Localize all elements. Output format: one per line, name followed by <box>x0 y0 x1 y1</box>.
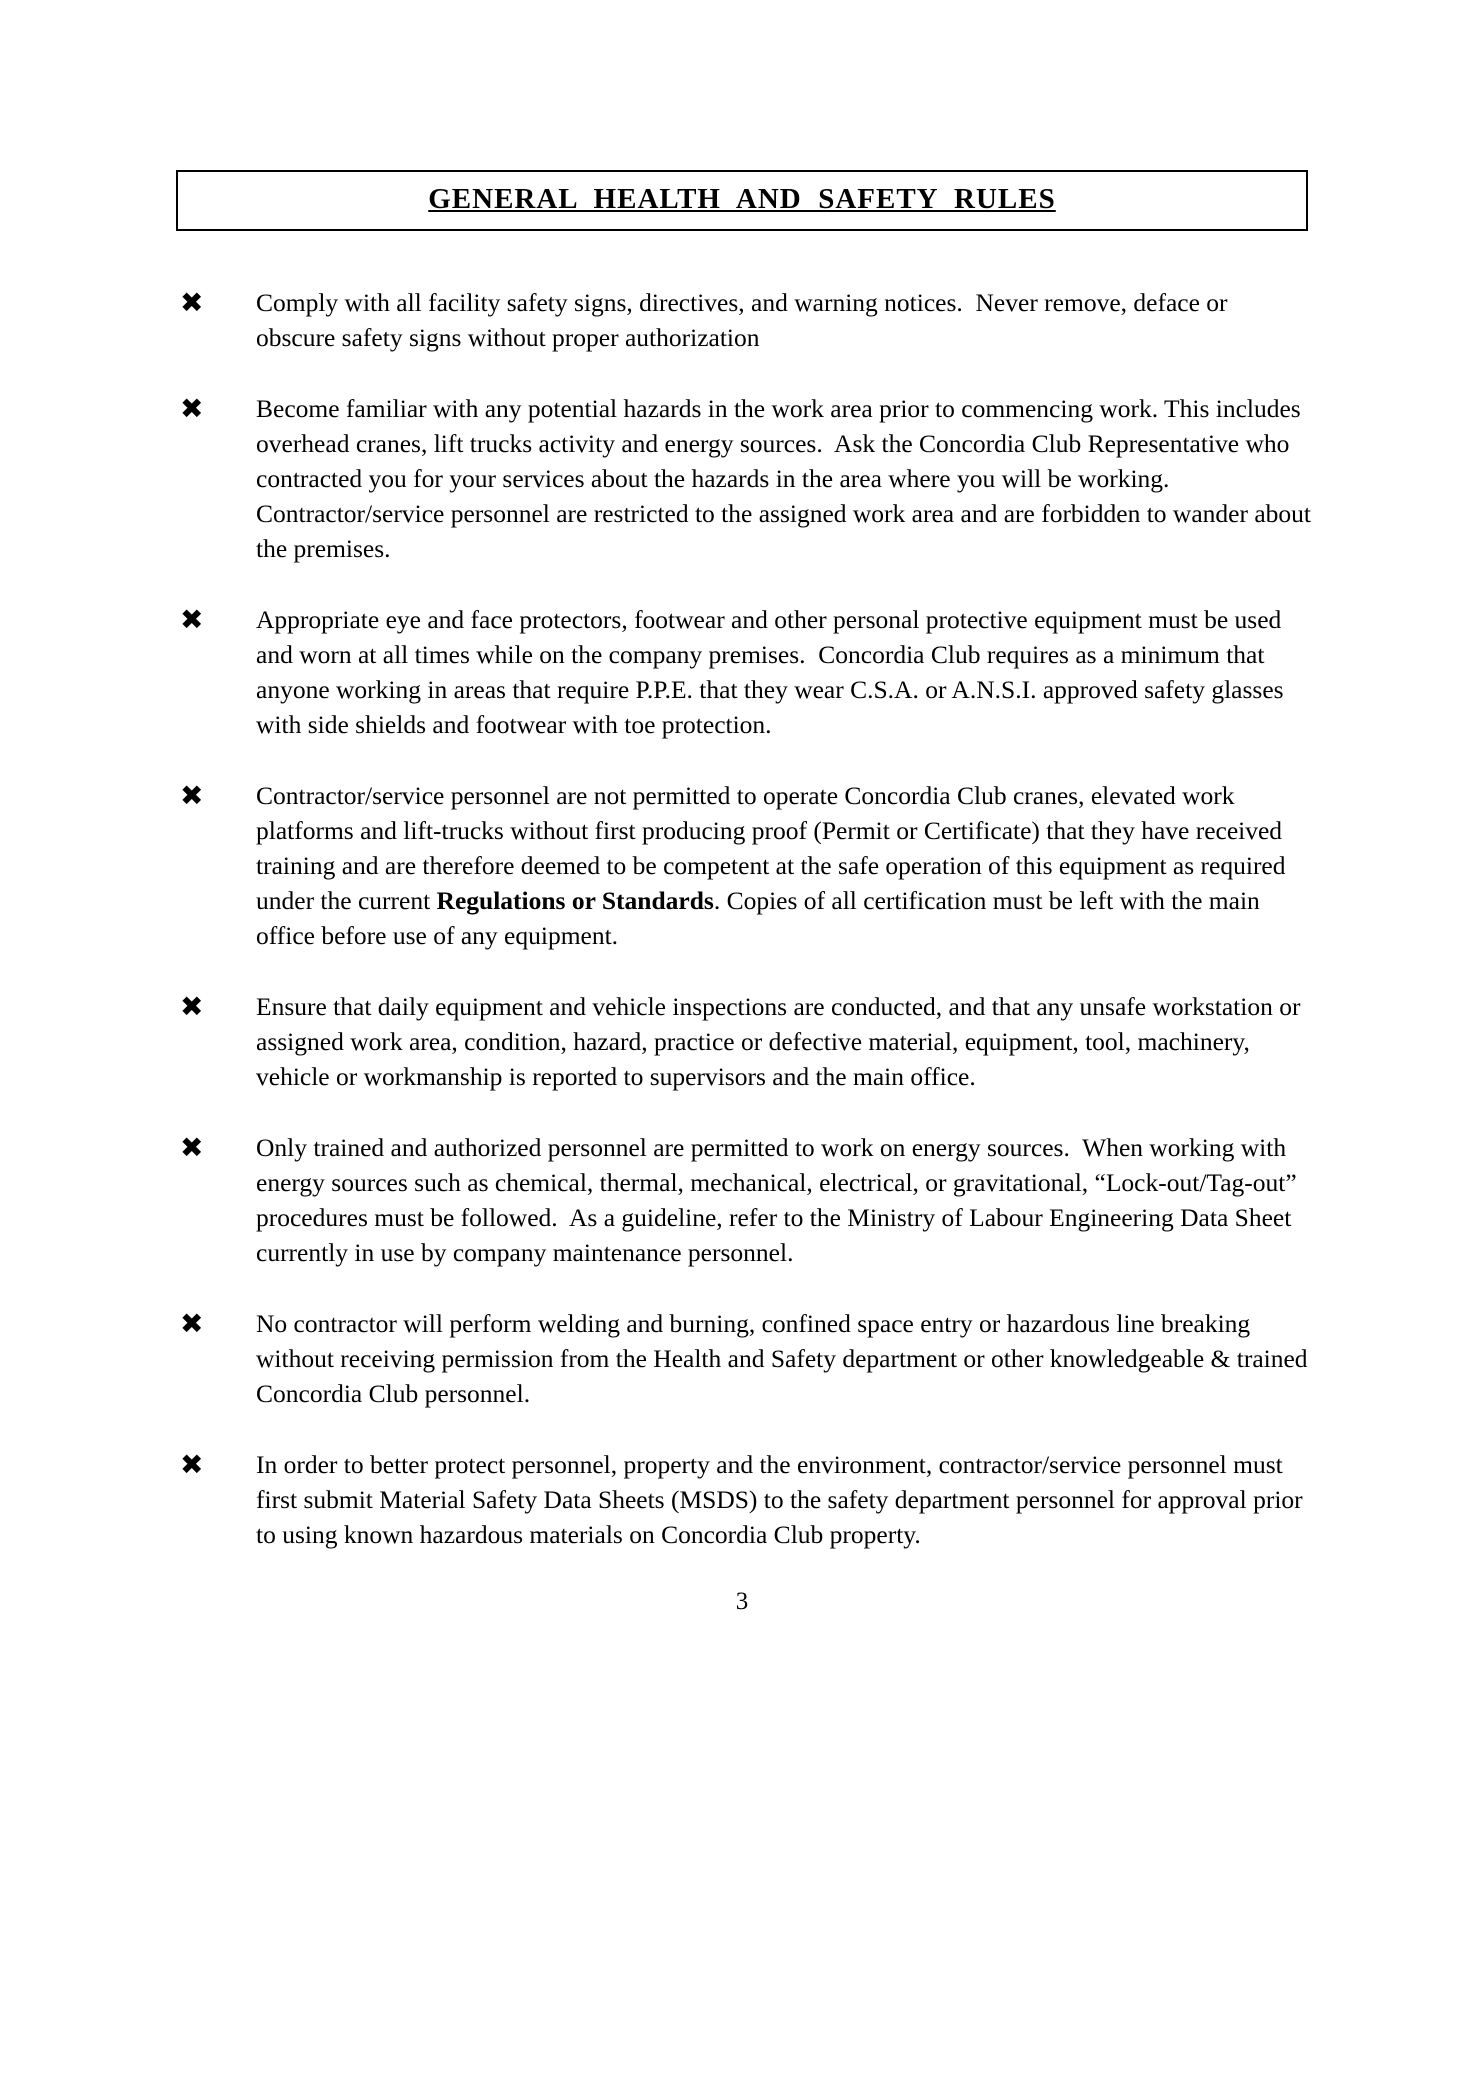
x-bullet-icon: ✖ <box>180 392 204 425</box>
rule-item <box>0 391 1484 566</box>
x-bullet-icon: ✖ <box>180 1448 204 1481</box>
rules-list <box>0 285 1484 1552</box>
title-box <box>176 170 1308 231</box>
rule-text: Only trained and authorized personnel are permitted to work on energy sources. When working with energy sources such as chemical, thermal, mechanical, electrical, or gravitational, “Lock-out/Tag-out” procedures must be followed. As a guideline, refer to the Ministry of Labour Engineering Data Sheet currently in use by company maintenance personnel. <box>256 1133 1304 1267</box>
rule-item <box>0 602 1484 742</box>
rule-text: Appropriate eye and face protectors, footwear and other personal protective equipment must be used and worn at all times while on the company premises. Concordia Club requires as a minimum that anyone working in areas that require P.P.E. that they wear C.S.A. or A.N.S.I. approved safety glasses with side shields and footwear with toe protection. <box>256 605 1290 739</box>
rule-item <box>0 989 1484 1094</box>
rule-text: No contractor will perform welding and burning, confined space entry or hazardous line breaking without receiving permission from the Health and Safety department or other knowledgeable & trained Concordia Club personnel. <box>256 1309 1314 1408</box>
rule-item <box>0 1306 1484 1411</box>
rule-text: Ensure that daily equipment and vehicle inspections are conducted, and that any unsafe workstation or assigned work area, condition, hazard, practice or defective material, equipment, tool, machinery, vehicle or workmanship is reported to supervisors and the main office. <box>256 992 1307 1091</box>
x-bullet-icon: ✖ <box>180 1307 204 1340</box>
page-title: GENERAL HEALTH AND SAFETY RULES <box>428 183 1056 215</box>
x-bullet-icon: ✖ <box>180 1131 204 1164</box>
document-page <box>0 170 1484 2090</box>
x-bullet-icon: ✖ <box>180 779 204 812</box>
rule-item <box>0 285 1484 355</box>
x-bullet-icon: ✖ <box>180 286 204 319</box>
rule-item <box>0 778 1484 953</box>
rule-text: Contractor/service personnel are not permitted to operate Concordia Club cranes, elevated work platforms and lift-trucks without first producing proof (Permit or Certificate) that they have received training and are therefore deemed to be competent at the safe operation of this equipment as required under the current Regulations or Standards. Copies of all certification must be left with the main office before use of any equipment. <box>256 781 1292 950</box>
rule-text: Become familiar with any potential hazards in the work area prior to commencing work. This includes overhead cranes, lift trucks activity and energy sources. Ask the Concordia Club Representative who contracted you for your services about the hazards in the area where you will be working. Contractor/service personnel are restricted to the assigned work area and are forbidden to wander about the premises. <box>256 394 1318 563</box>
rule-item <box>0 1130 1484 1270</box>
rule-text: In order to better protect personnel, property and the environment, contractor/service personnel must first submit Material Safety Data Sheets (MSDS) to the safety department personnel for approval prior to using known hazardous materials on Concordia Club property. <box>256 1450 1310 1549</box>
x-bullet-icon: ✖ <box>180 990 204 1023</box>
rule-item <box>0 1447 1484 1552</box>
page-number: 3 <box>735 1588 749 1615</box>
x-bullet-icon: ✖ <box>180 603 204 636</box>
rule-text: Comply with all facility safety signs, directives, and warning notices. Never remove, deface or obscure safety signs without proper authorization <box>256 288 1234 352</box>
